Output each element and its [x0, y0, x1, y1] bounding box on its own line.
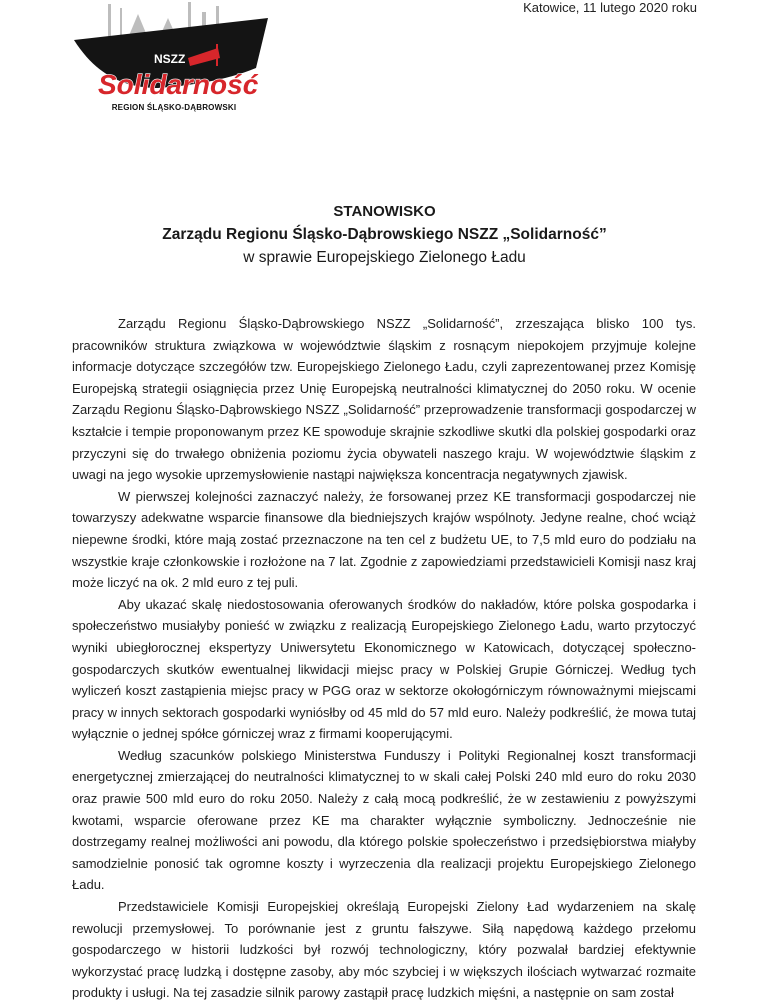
document-body [72, 313, 696, 1004]
paragraph: Aby ukazać skalę niedostosowania oferowanych środków do nakładów, które polska gospodarka i społeczeństwo musiałyby ponieść w związku z realizacją Europejskiego Zielonego Ładu, warto przytoczyć wyniki ubiegłorocznej ekspertyzy Uniwersytetu Ekonomicznego w Katowicach, dotyczącej społeczno-gospodarczych skutków ewentualnej likwidacji miejsc pracy w Polskiej Grupie Górniczej. Według tych wyliczeń koszt zastąpienia miejsc pracy w PGG oraz w sektorze okołogórniczym równoważnymi miejscami pracy w innych sektorach gospodarki wyniósłby od 45 mld do 57 mld euro. Należy podkreślić, że mowa tutaj wyłącznie o jednej spółce górniczej wraz z firmami kooperującymi. [72, 596, 696, 742]
solidarnosc-wordmark: Solidarność [98, 69, 259, 100]
solidarnosc-logo [68, 2, 278, 122]
paragraph: Według szacunków polskiego Ministerstwa Funduszy i Polityki Regionalnej koszt transformacji energetycznej zmierzającej do neutralności klimatycznej to w skali całej Polski 240 mld euro do roku 2030 oraz prawie 500 mld euro do roku 2050. Należy z całą mocą podkreślić, że w zestawieniu z powyższymi kwotami, wsparcie oferowane przez KE ma charakter wyłącznie symboliczny. Jednocześnie nie dostrzegamy realnej możliwości ani powodu, dla którego polskie społeczeństwo i przedsiębiorstwa miałyby samodzielnie ponosić tak ogromne koszty i wyrzeczenia dla realizacji projektu Europejskiego Zielonego Ładu. [72, 747, 696, 893]
heading-subtitle: Zarządu Regionu Śląsko-Dąbrowskiego NSZZ „Solidarność” [162, 226, 607, 243]
region-caption: REGION ŚLĄSKO-DĄBROWSKI [111, 103, 237, 112]
paragraph: Zarządu Regionu Śląsko-Dąbrowskiego NSZZ „Solidarność”, zrzeszająca blisko 100 tys. pracowników struktura związkowa w województwie śląskim z rosnącym niepokojem przyjmuje kolejne informacje dotyczące szczegółów tzw. Europejskiego Zielonego Ładu, czyli zaprezentowanej przez Komisję Europejską strategii osiągnięcia przez Unię Europejską neutralności klimatycznej do 2050 roku. W ocenie Zarządu Regionu Śląsko-Dąbrowskiego NSZZ „Solidarność” przeprowadzenie transformacji gospodarczej w kształcie i tempie proponowanym przez KE spowoduje skrajnie szkodliwe skutki dla polskiej gospodarki oraz przyczyni się do trwałego obniżenia poziomu życia obywateli naszego kraju. W województwie śląskim z uwagi na jego wysokie uprzemysłowienie nastąpi największa koncentracja negatywnych zjawisk. [72, 316, 696, 483]
paragraph: W pierwszej kolejności zaznaczyć należy, że forsowanej przez KE transformacji gospodarczej nie towarzyszy adekwatne wsparcie finansowe dla biedniejszych krajów wspólnoty. Jedyne realne, choć wciąż niepewne środki, które mają zostać przeznaczone na ten cel z budżetu UE, to 7,5 mld euro do podziału na wszystkie kraje członkowskie i rozłożone na 7 lat. Zgodnie z zapowiedziami przedstawicieli Komisji nasz kraj może liczyć na ok. 2 mld euro z tej puli. [72, 488, 696, 591]
nszz-text: NSZZ [154, 52, 186, 66]
paragraph: Przedstawiciele Komisji Europejskiej określają Europejski Zielony Ład wydarzeniem na skalę rewolucji przemysłowej. To porównanie jest z gruntu fałszywe. Siłą napędową każdego przełomu gospodarczego w historii ludzkości był rozwój technologiczny, który pozwalał bardziej efektywnie wykorzystać pracę ludzką i dostępne zasoby, aby móc szybciej i w większych ilościach wytwarzać rozmaite produkty i usługi. Na tej zasadzie silnik parowy zastąpił pracę ludzkich mięśni, a następnie on sam został [72, 899, 696, 1001]
document-date: Katowice, 11 lutego 2020 roku [523, 0, 697, 15]
heading-topic: w sprawie Europejskiego Zielonego Ładu [243, 249, 526, 266]
heading-title: STANOWISKO [333, 203, 436, 220]
